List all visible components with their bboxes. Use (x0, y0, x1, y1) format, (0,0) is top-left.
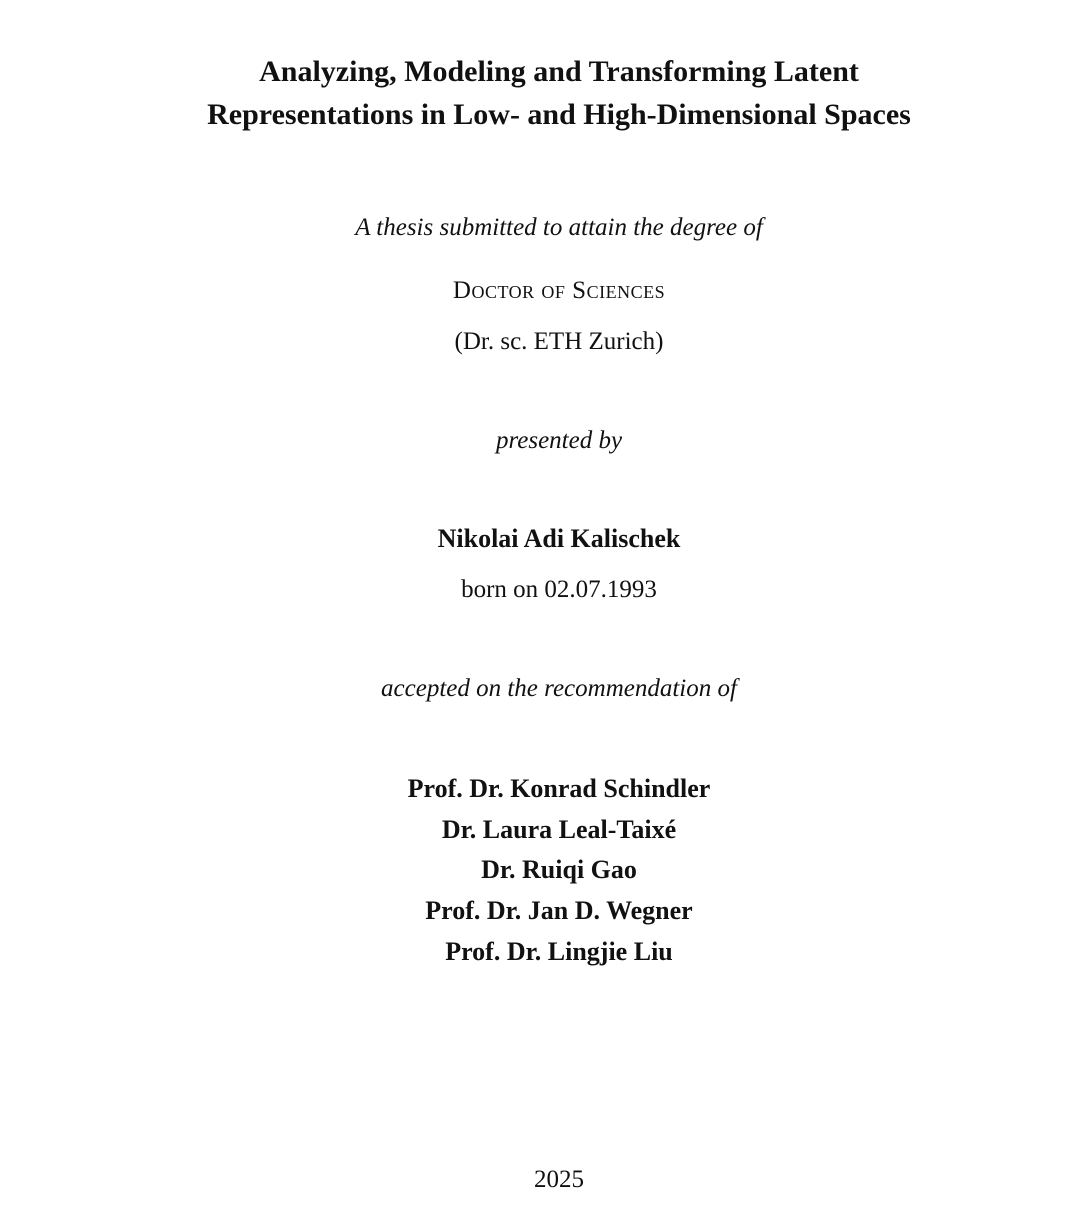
presented-by-label: presented by (495, 427, 623, 454)
thesis-year: 2025 (534, 1166, 584, 1193)
author-name: Nikolai Adi Kalischek (437, 524, 681, 553)
committee-member: Prof. Dr. Konrad Schindler (407, 774, 711, 803)
thesis-title (0, 50, 1080, 136)
degree-abbreviation: (Dr. sc. ETH Zurich) (454, 328, 664, 355)
submission-intro: A thesis submitted to attain the degree of (355, 214, 763, 241)
committee-list (0, 769, 1080, 973)
committee-member: Dr. Ruiqi Gao (481, 855, 637, 885)
recommendation-intro: accepted on the recommendation of (381, 675, 737, 702)
thesis-title-line-2: Representations in Low- and High-Dimensional Spaces (207, 98, 911, 131)
thesis-title-line-1: Analyzing, Modeling and Transforming Latent (259, 55, 859, 88)
degree-name: Doctor of Sciences (452, 277, 666, 304)
author-birth-date: born on 02.07.1993 (461, 576, 657, 603)
committee-member: Prof. Dr. Lingjie Liu (445, 936, 673, 966)
committee-member: Dr. Laura Leal-Taixé (441, 814, 677, 844)
committee-member: Prof. Dr. Jan D. Wegner (425, 896, 693, 926)
